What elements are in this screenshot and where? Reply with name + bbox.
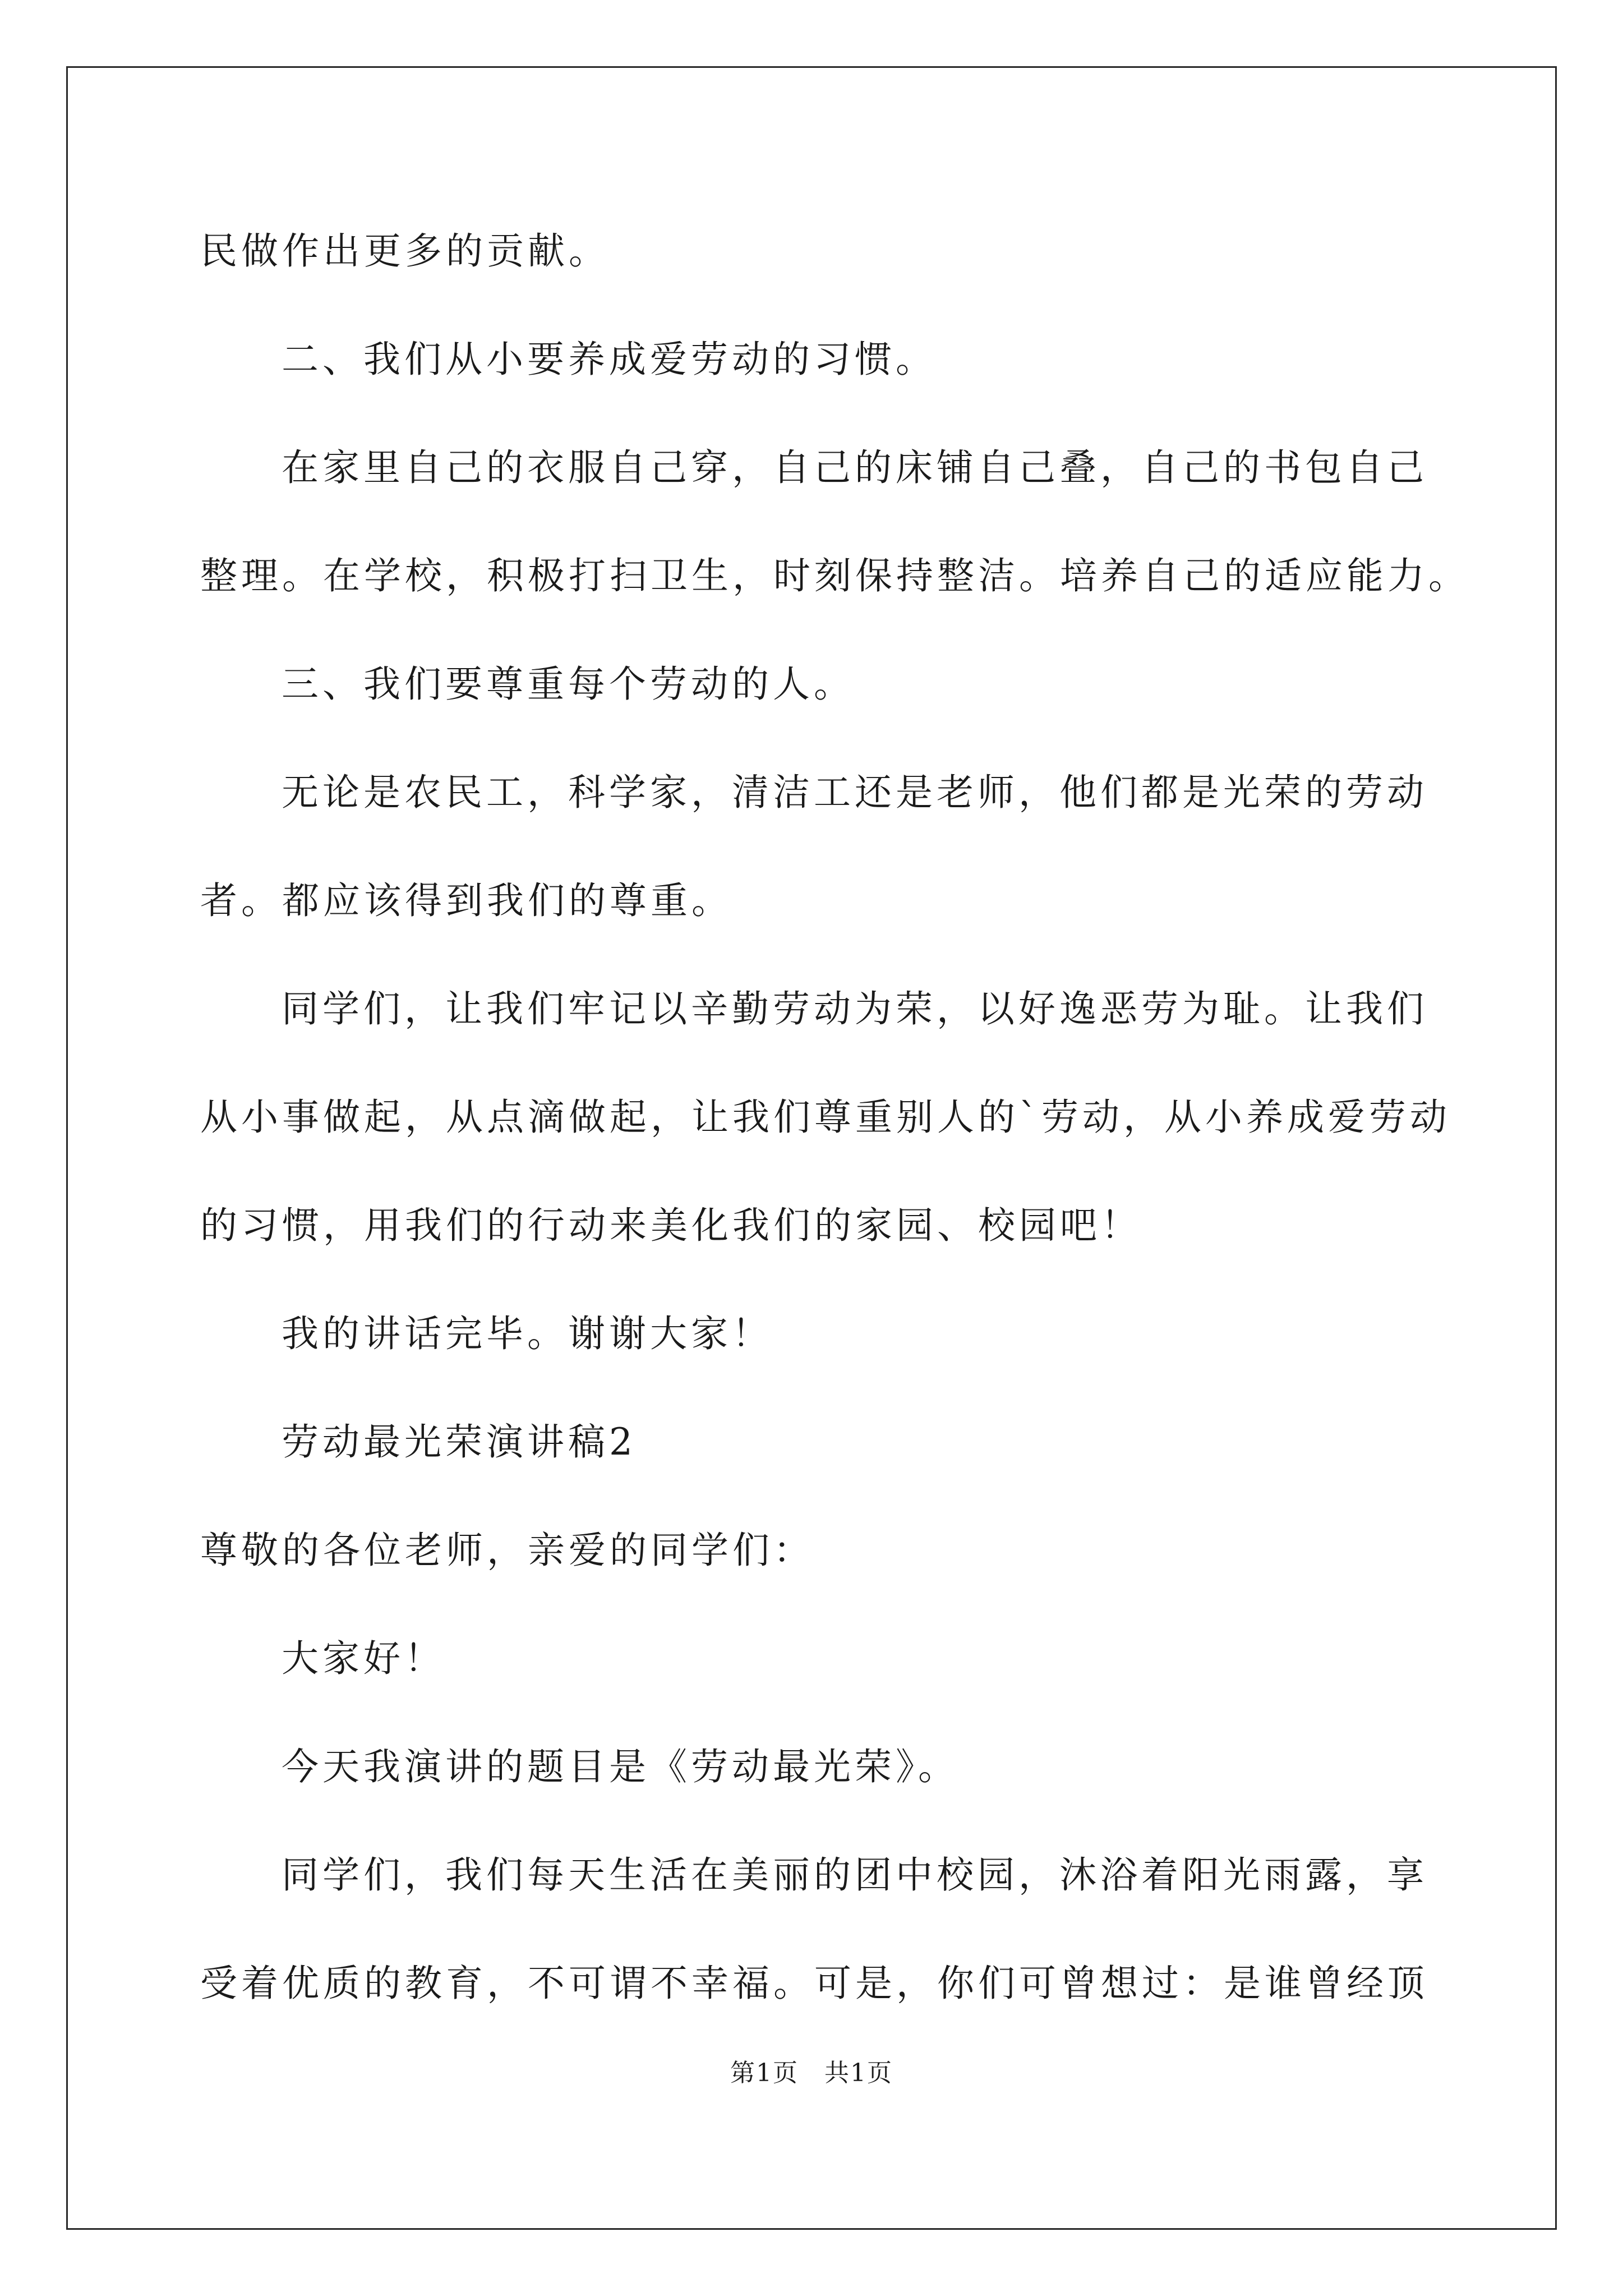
text-line: 的习惯，用我们的行动来美化我们的家园、校园吧！	[200, 1204, 1142, 1247]
text-line: 从小事做起，从点滴做起，让我们尊重别人的`劳动，从小养成爱劳动	[200, 1096, 1451, 1139]
page-number-footer: 第1页 共1页	[730, 2059, 893, 2087]
text-line: 同学们，让我们牢记以辛勤劳动为荣，以好逸恶劳为耻。让我们	[282, 987, 1428, 1030]
salutation: 尊敬的各位老师，亲爱的同学们：	[200, 1529, 814, 1572]
text-line: 二、我们从小要养成爱劳动的习惯。	[282, 338, 937, 381]
greeting: 大家好！	[282, 1637, 445, 1680]
text-line: 我的讲话完毕。谢谢大家！	[282, 1312, 773, 1355]
text-line: 无论是农民工，科学家，清洁工还是老师，他们都是光荣的劳动	[282, 771, 1428, 814]
text-line: 者。都应该得到我们的尊重。	[200, 879, 732, 922]
text-line: 今天我演讲的题目是《劳动最光荣》。	[282, 1745, 959, 1788]
text-line: 整理。在学校，积极打扫卫生，时刻保持整洁。培养自己的适应能力。	[200, 554, 1469, 597]
text-line: 同学们，我们每天生活在美丽的团中校园，沐浴着阳光雨露，享	[282, 1853, 1428, 1897]
section-heading: 劳动最光荣演讲稿2	[282, 1420, 637, 1464]
text-line: 民做作出更多的贡献。	[200, 229, 610, 273]
text-line: 在家里自己的衣服自己穿，自己的床铺自己叠，自己的书包自己	[282, 446, 1428, 489]
text-line: 受着优质的教育，不可谓不幸福。可是，你们可曾想过：是谁曾经顶	[200, 1962, 1428, 2005]
page-border	[66, 66, 1557, 2230]
text-line: 三、我们要尊重每个劳动的人。	[282, 662, 855, 706]
